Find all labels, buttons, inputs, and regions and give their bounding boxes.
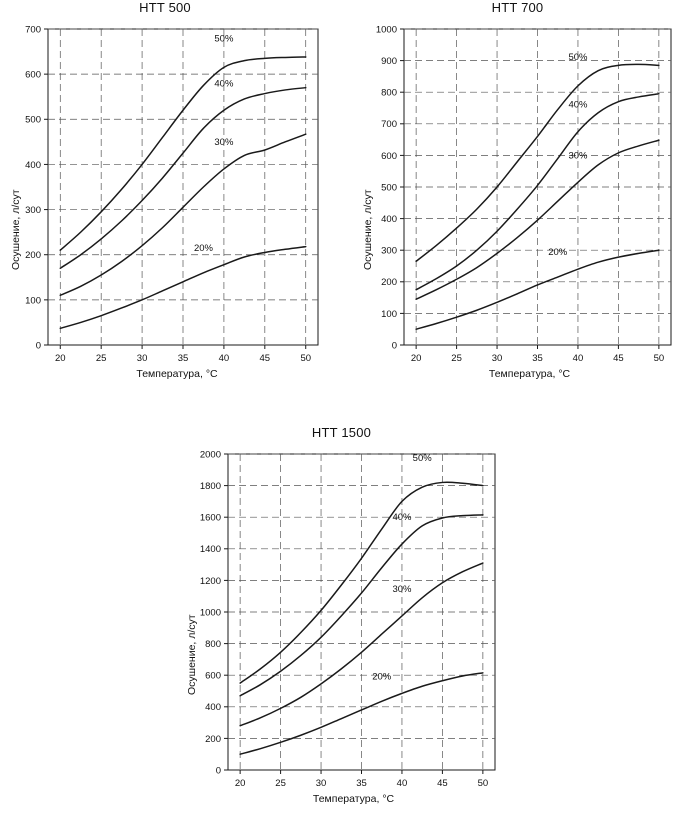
svg-text:600: 600 <box>381 150 397 162</box>
svg-text:500: 500 <box>381 182 397 194</box>
svg-text:50%: 50% <box>568 51 588 63</box>
chart-htt-1500 <box>176 425 507 805</box>
svg-text:30: 30 <box>315 778 327 789</box>
svg-text:25: 25 <box>451 353 462 364</box>
chart-title-htt-1500: HTT 1500 <box>311 425 372 440</box>
x-axis-label-htt-700: Температура, °C <box>488 368 571 380</box>
svg-text:45: 45 <box>437 778 448 789</box>
svg-text:1000: 1000 <box>199 607 221 619</box>
svg-text:100: 100 <box>25 295 41 307</box>
svg-text:20%: 20% <box>193 242 213 254</box>
svg-text:600: 600 <box>25 69 41 81</box>
svg-text:0: 0 <box>215 765 221 777</box>
svg-text:50%: 50% <box>412 453 432 465</box>
svg-text:40%: 40% <box>392 512 412 524</box>
x-axis-label-htt-500: Температура, °C <box>136 368 218 380</box>
svg-text:0: 0 <box>35 340 41 352</box>
svg-text:40: 40 <box>218 353 230 364</box>
svg-text:30%: 30% <box>214 136 234 148</box>
svg-text:800: 800 <box>381 87 397 99</box>
svg-text:500: 500 <box>25 114 41 126</box>
svg-text:50: 50 <box>477 778 489 789</box>
chart-svg-htt-1500 <box>176 440 507 790</box>
svg-text:200: 200 <box>381 277 397 289</box>
svg-text:50%: 50% <box>214 33 234 45</box>
svg-text:1400: 1400 <box>199 544 221 556</box>
svg-text:100: 100 <box>381 308 397 320</box>
svg-text:300: 300 <box>25 204 41 216</box>
svg-text:20%: 20% <box>548 247 568 259</box>
svg-text:400: 400 <box>381 214 397 225</box>
svg-text:800: 800 <box>205 639 221 650</box>
chart-title-htt-500: HTT 500 <box>139 0 191 15</box>
chart-svg-htt-700 <box>352 15 683 365</box>
svg-text:40: 40 <box>572 353 584 364</box>
svg-text:50: 50 <box>653 353 665 364</box>
svg-text:400: 400 <box>205 702 221 714</box>
svg-text:35: 35 <box>177 353 189 364</box>
svg-text:30: 30 <box>491 353 503 364</box>
svg-text:30: 30 <box>136 353 148 364</box>
svg-text:400: 400 <box>25 159 41 171</box>
svg-text:1200: 1200 <box>199 575 221 587</box>
svg-text:20: 20 <box>410 353 422 364</box>
chart-title-htt-700: HTT 700 <box>491 0 544 15</box>
svg-text:1800: 1800 <box>199 481 221 492</box>
svg-text:900: 900 <box>381 56 397 67</box>
plot-area-htt-500 <box>0 15 330 365</box>
y-axis-label-htt-700: Осушение, л/сут <box>362 189 374 270</box>
svg-text:40: 40 <box>396 778 408 789</box>
svg-text:40%: 40% <box>214 78 234 90</box>
y-axis-label-htt-500: Осушение, л/сут <box>10 189 22 270</box>
svg-text:1600: 1600 <box>199 512 221 524</box>
svg-text:200: 200 <box>25 250 41 262</box>
svg-text:45: 45 <box>259 353 271 364</box>
svg-text:35: 35 <box>356 778 367 789</box>
svg-text:20: 20 <box>234 778 246 789</box>
plot-area-htt-1500 <box>176 440 507 790</box>
y-axis-label-htt-1500: Осушение, л/сут <box>186 614 198 695</box>
plot-area-htt-700 <box>352 15 683 365</box>
svg-text:700: 700 <box>25 24 41 36</box>
chart-htt-700 <box>352 0 683 380</box>
svg-text:200: 200 <box>205 733 221 745</box>
svg-text:25: 25 <box>275 778 286 789</box>
svg-text:1000: 1000 <box>375 24 397 36</box>
svg-text:0: 0 <box>391 340 397 352</box>
svg-text:20%: 20% <box>372 671 392 683</box>
svg-text:50: 50 <box>300 353 312 364</box>
svg-text:2000: 2000 <box>199 449 221 461</box>
svg-text:300: 300 <box>381 245 397 257</box>
svg-text:45: 45 <box>613 353 624 364</box>
x-axis-label-htt-1500: Температура, °C <box>312 793 395 805</box>
chart-htt-500 <box>0 0 330 380</box>
chart-svg-htt-500 <box>0 15 330 365</box>
svg-text:700: 700 <box>381 119 397 131</box>
svg-text:40%: 40% <box>568 99 588 111</box>
svg-text:20: 20 <box>54 353 66 364</box>
svg-text:30%: 30% <box>392 583 412 595</box>
svg-text:600: 600 <box>205 670 221 682</box>
svg-text:25: 25 <box>95 353 107 364</box>
svg-text:35: 35 <box>532 353 543 364</box>
svg-text:30%: 30% <box>568 150 588 162</box>
